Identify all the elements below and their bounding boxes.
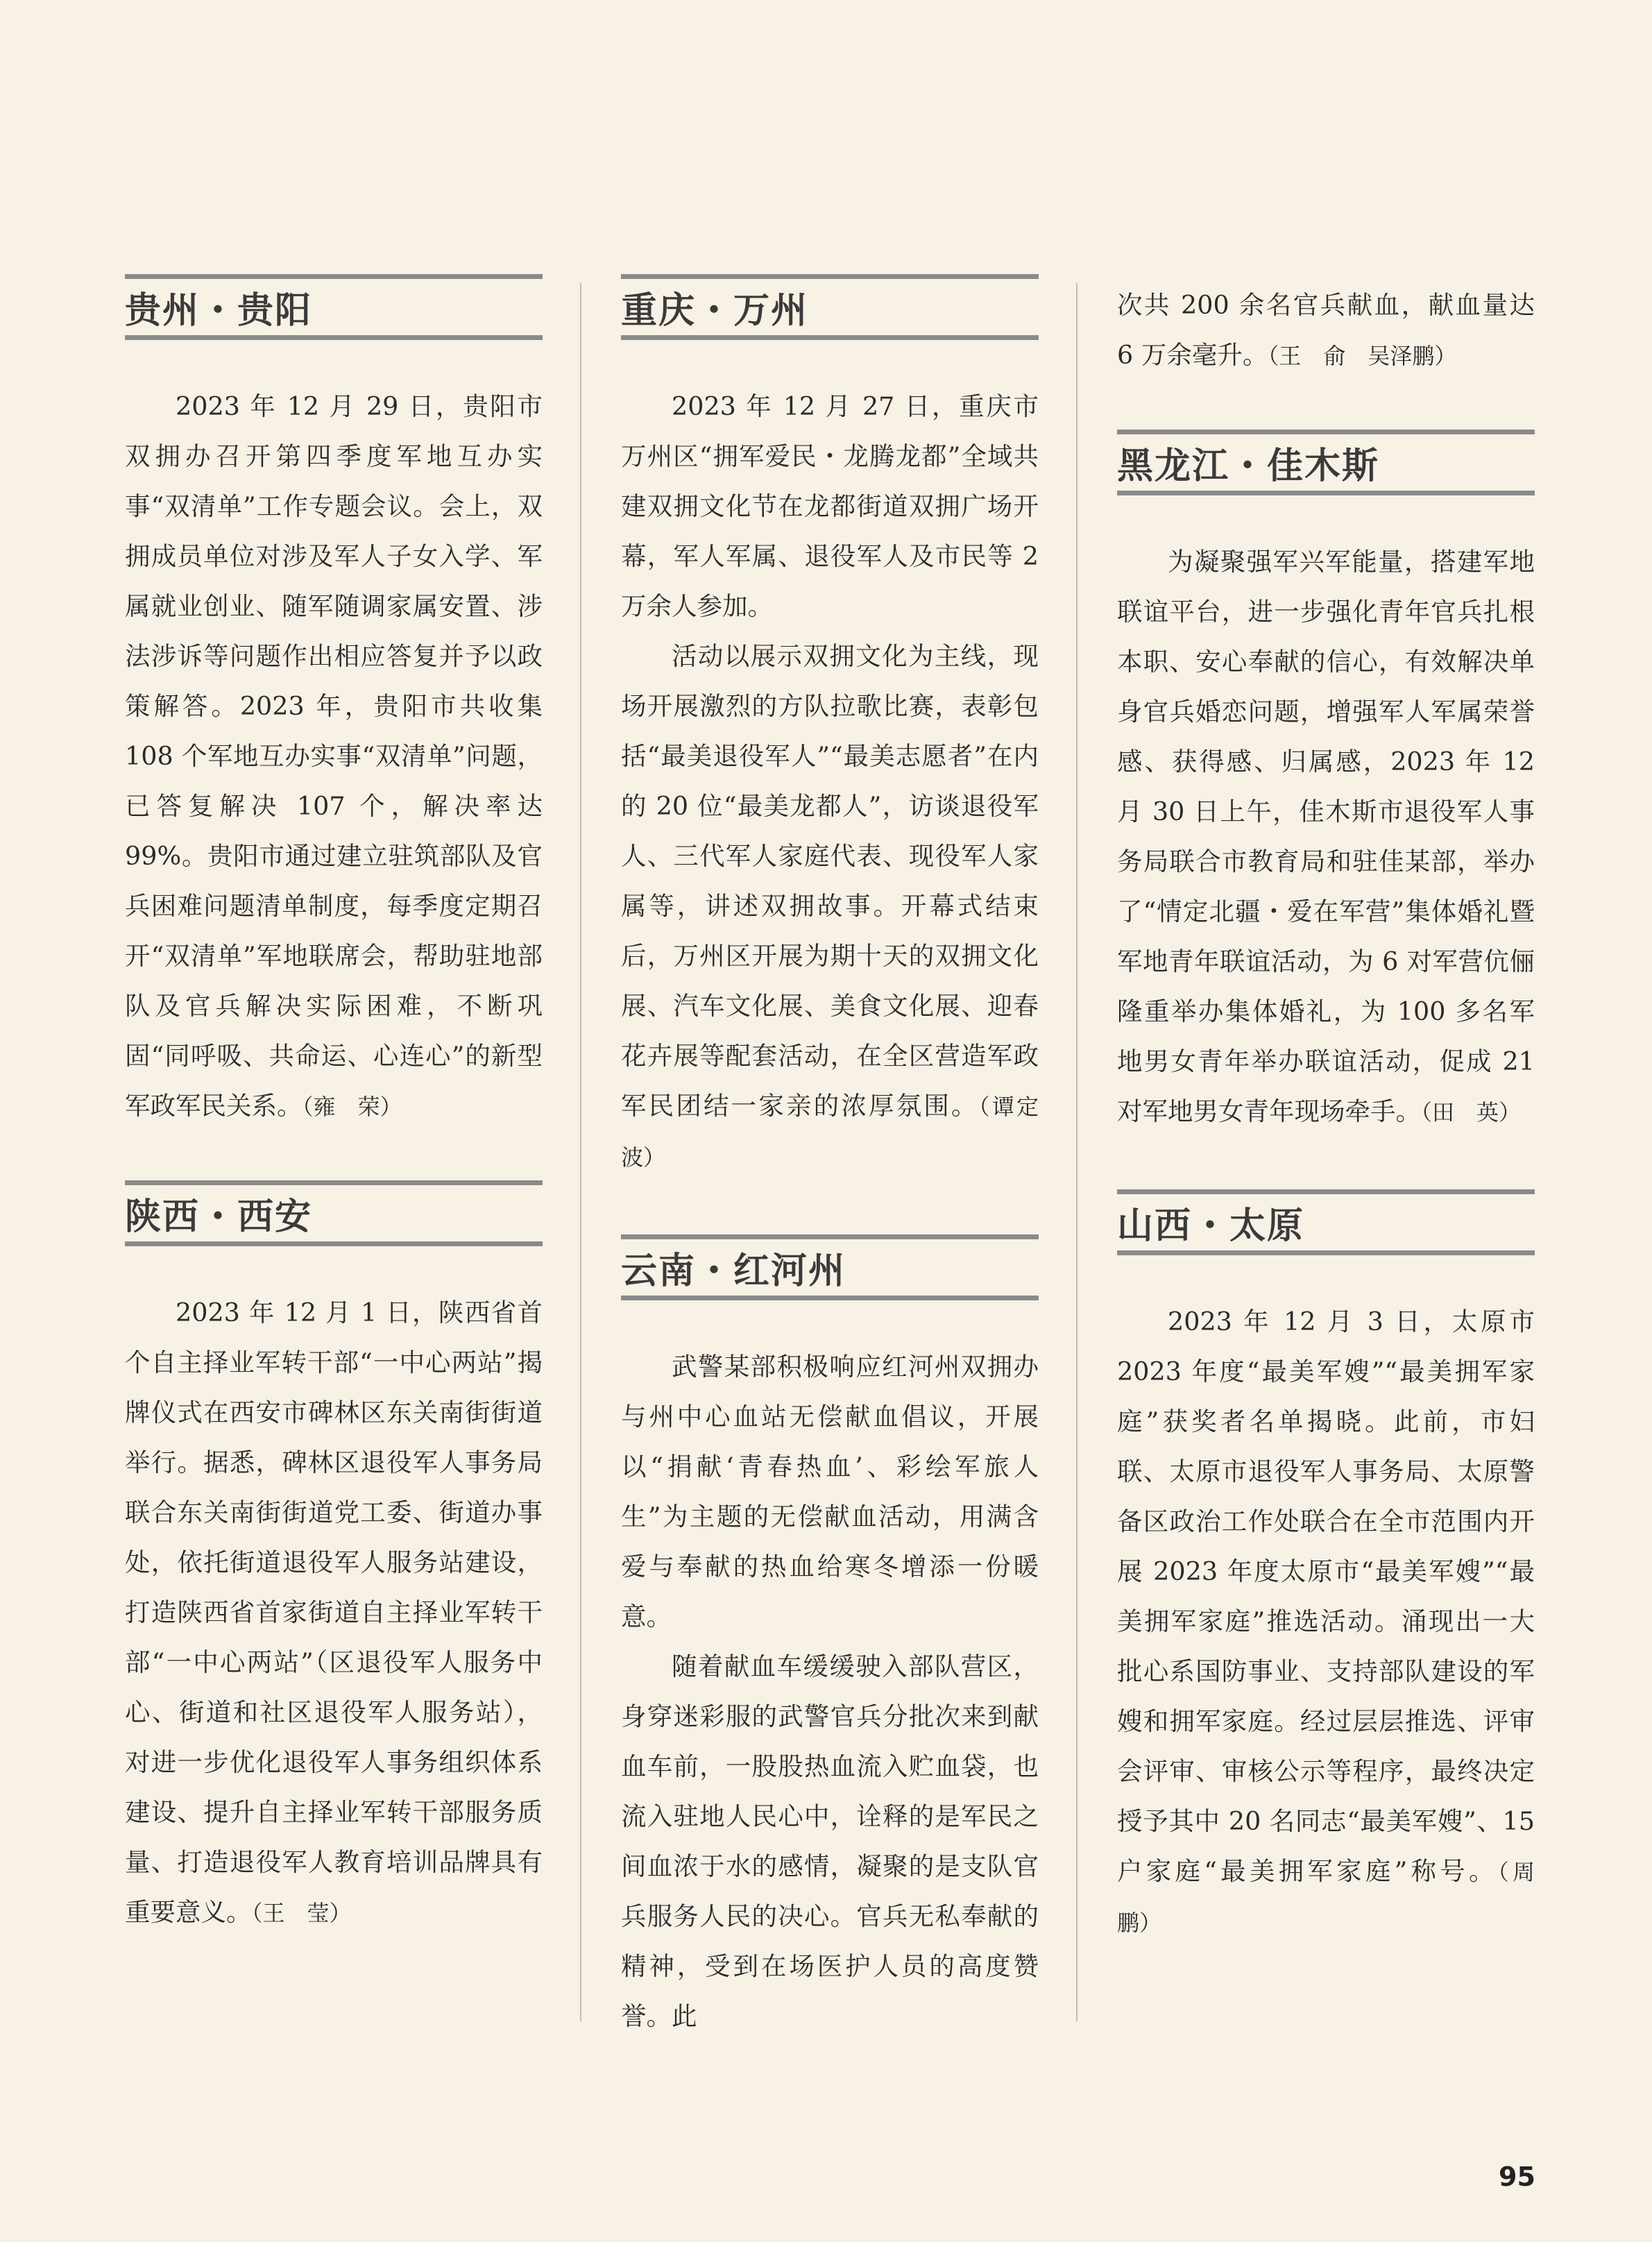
author-credit: （雍 荣） (302, 1094, 402, 1120)
article-honghe (621, 1342, 1039, 2041)
author-credit: （田 英） (1421, 1099, 1522, 1126)
article-body: 次共 200 余名官兵献血，献血量达 6 万余毫升。 (1117, 290, 1535, 370)
author-credit: （王 莹） (251, 1900, 352, 1926)
article-body: 2023 年 12 月 1 日，陕西省首个自主择业军转干部“一中心两站”揭牌仪式在西安市碑林区东关南街街道举行。据悉，碑林区退役军人事务局联合东关南街街道党工委、街道办事处，依托街道退役军人服务站建设，打造陕西省首家街道自主择业军转干部“一中心两站”（区退役军人服务中心、街道和社区退役军人服务站），对进一步优化退役军人事务组织体系建设、提升自主择业军转干部服务质量、打造退役军人教育培训品牌具有重要意义。 (125, 1298, 543, 1927)
article-body: 随着献血车缓缓驶入部队营区，身穿迷彩服的武警官兵分批次来到献血车前，一股股热血流入贮血袋，也流入驻地人民心中，诠释的是军民之间血浓于水的感情，凝聚的是支队官兵服务人民的决心。官兵无私奉献的精神，受到在场医护人员的高度赞誉。此 (621, 1651, 1039, 2031)
section-heading: 重庆・万州 (621, 274, 1039, 340)
author-credit: （谭定波） (621, 1094, 1039, 1171)
article-body: 2023 年 12 月 3 日，太原市 2023 年度“最美军嫂”“最美拥军家庭”获奖者名单揭晓。此前，市妇联、太原市退役军人事务局、太原警备区政治工作处联合在全市范围内开展 2023 年度太原市“最美军嫂”“最美拥军家庭”推选活动。涌现出一大批心系国防事业、支持部队建设的军嫂和拥军家庭。经过层层推选、评审会评审、审核公示等程序，最终决定授予其中 20 名同志“最美军嫂”、15 户家庭“最美拥军家庭”称号。 (1117, 1307, 1535, 1886)
article-guiyang (125, 382, 543, 1132)
section-heading: 山西・太原 (1117, 1189, 1535, 1255)
column-3 (1117, 283, 1557, 1948)
column-divider (580, 283, 581, 2021)
section-heading: 贵州・贵阳 (125, 274, 543, 340)
column-1 (125, 274, 543, 1938)
column-divider (1076, 283, 1078, 2021)
author-credit: （周 鹏） (1117, 1859, 1557, 1936)
author-credit: （王 俞 吴泽鹏） (1268, 343, 1457, 369)
column-2 (621, 274, 1039, 2041)
section-heading: 陕西・西安 (125, 1180, 543, 1246)
article-body: 武警某部积极响应红河州双拥办与州中心血站无偿献血倡议，开展以“捐献‘青春热血’、彩绘军旅人生”为主题的无偿献血活动，用满含爱与奉献的热血给寒冬增添一份暖意。 (621, 1352, 1039, 1631)
article-taiyuan (1117, 1297, 1557, 1948)
page-number: 95 (1499, 2162, 1535, 2192)
article-jiamusi (1117, 537, 1535, 1137)
section-heading: 黑龙江・佳木斯 (1117, 430, 1535, 495)
article-wanzhou (621, 382, 1039, 1182)
section-heading: 云南・红河州 (621, 1234, 1039, 1300)
article-body: 为凝聚强军兴军能量，搭建军地联谊平台，进一步强化青年官兵扎根本职、安心奉献的信心，有效解决单身官兵婚恋问题，增强军人军属荣誉感、获得感、归属感，2023 年 12 月 30 日上午，佳木斯市退役军人事务局联合市教育局和驻佳某部，举办了“情定北疆・爱在军营”集体婚礼暨军地青年联谊活动，为 6 对军营伉俪隆重举办集体婚礼，为 100 多名军地男女青年举办联谊活动，促成 21 对军地男女青年现场牵手。 (1117, 547, 1535, 1126)
article-xian (125, 1288, 543, 1938)
article-body: 2023 年 12 月 29 日，贵阳市双拥办召开第四季度军地互办实事“双清单”工作专题会议。会上，双拥成员单位对涉及军人子女入学、军属就业创业、随军随调家属安置、涉法涉诉等问题作出相应答复并予以政策解答。2023 年，贵阳市共收集 108 个军地互办实事“双清单”问题，已答复解决 107 个，解决率达 99%。贵阳市通过建立驻筑部队及官兵困难问题清单制度，每季度定期召开“双清单”军地联席会，帮助驻地部队及官兵解决实际困难，不断巩固“同呼吸、共命运、心连心”的新型军政军民关系。 (125, 391, 543, 1121)
article-body: 活动以展示双拥文化为主线，现场开展激烈的方队拉歌比赛，表彰包括“最美退役军人”“最美志愿者”在内的 20 位“最美龙都人”，访谈退役军人、三代军人家庭代表、现役军人家属等，讲述双拥故事。开幕式结束后，万州区开展为期十天的双拥文化展、汽车文化展、美食文化展、迎春花卉展等配套活动，在全区营造军政军民团结一家亲的浓厚氛围。 (621, 641, 1039, 1121)
article-body: 2023 年 12 月 27 日，重庆市万州区“拥军爱民・龙腾龙都”全域共建双拥文化节在龙都街道双拥广场开幕，军人军属、退役军人及市民等 2 万余人参加。 (621, 391, 1039, 621)
